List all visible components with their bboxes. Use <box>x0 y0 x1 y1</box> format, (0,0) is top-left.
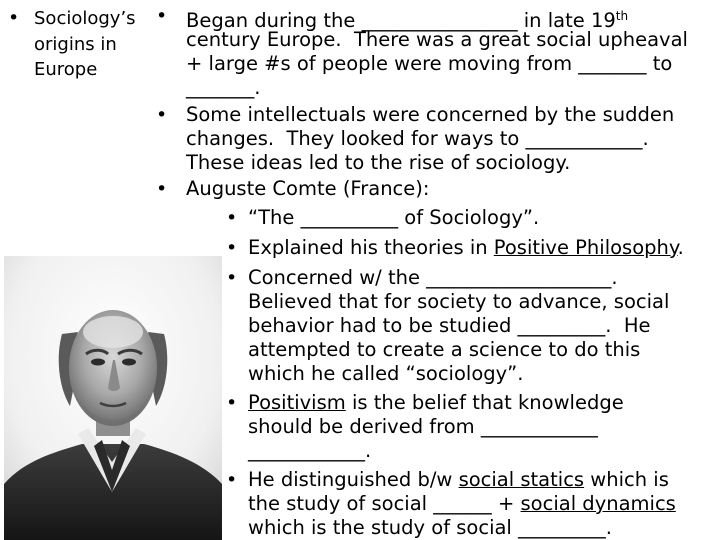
bullet-2-line-1: Some intellectuals were concerned by the sudden <box>186 103 675 126</box>
sub-bullet-5-line-1 <box>248 468 669 492</box>
sub-bullet-4-text: is the belief that knowledge <box>345 391 624 414</box>
sub-bullet-5-line-3: which is the study of social _________. <box>248 516 612 539</box>
bullet-3-line-1: Auguste Comte (France): <box>186 177 430 200</box>
sub-bullet-4-line-3: ____________. <box>248 439 372 462</box>
section-title-line1: Sociology’s <box>34 8 136 29</box>
sub-bullet-1-line-1: “The __________ of Sociology”. <box>248 206 540 229</box>
sub-bullet-5-line-2-text: the study of social ______ + <box>248 492 521 515</box>
positivism-term: Positivism <box>248 391 346 414</box>
sub-bullet-marker-2: • <box>226 237 238 259</box>
sub-bullet-3-line-5: which he called “sociology”. <box>248 362 524 385</box>
superscript-th: th <box>615 9 629 23</box>
sub-bullet-3-line-1: Concerned w/ the ___________________. <box>248 266 618 289</box>
sub-bullet-marker-5: • <box>226 469 238 491</box>
title-bullet: • <box>8 7 20 29</box>
sub-bullet-5-line-2 <box>248 492 676 516</box>
sub-bullet-5-mid: which is <box>584 468 669 491</box>
sub-bullet-2-line-1 <box>248 236 684 260</box>
bullet-1-line-4: _______. <box>186 76 261 99</box>
bullet-marker-2: • <box>156 104 168 126</box>
section-title-line3: Europe <box>34 59 98 80</box>
sub-bullet-marker-3: • <box>226 267 238 289</box>
bullet-1-line-3: + large #s of people were moving from _______ to <box>186 52 673 75</box>
section-title-line2: origins in <box>34 34 117 55</box>
sub-bullet-marker-4: • <box>226 392 238 414</box>
social-dynamics-term: social dynamics <box>520 492 676 515</box>
sub-bullet-2-text: Explained his theories in <box>248 236 494 259</box>
sub-bullet-3-line-3: behavior had to be studied _________. He <box>248 314 651 337</box>
sub-bullet-5-text: He distinguished b/w <box>248 468 459 491</box>
sub-bullet-3-line-4: attempted to create a science to do this <box>248 338 641 361</box>
sub-bullet-marker-1: • <box>226 207 238 229</box>
bullet-1-line-1-text: Began during the ________________ in late 19 <box>186 9 616 32</box>
bullet-marker-1: • <box>156 5 168 27</box>
sub-bullet-2-period: . <box>677 236 684 259</box>
positive-philosophy-term: Positive Philosophy <box>493 236 678 259</box>
sub-bullet-4-line-2: should be derived from ____________ <box>248 415 598 438</box>
sub-bullet-3-line-2: Believed that for society to advance, social <box>248 290 670 313</box>
bullet-marker-3: • <box>156 178 168 200</box>
social-statics-term: social statics <box>458 468 585 491</box>
comte-portrait-image <box>4 256 222 540</box>
bullet-1-line-2: century Europe. There was a great social upheaval <box>186 28 688 51</box>
bullet-2-line-3: These ideas led to the rise of sociology. <box>186 151 571 174</box>
sub-bullet-4-line-1 <box>248 391 624 415</box>
bullet-2-line-2: changes. They looked for ways to ____________. <box>186 127 649 150</box>
